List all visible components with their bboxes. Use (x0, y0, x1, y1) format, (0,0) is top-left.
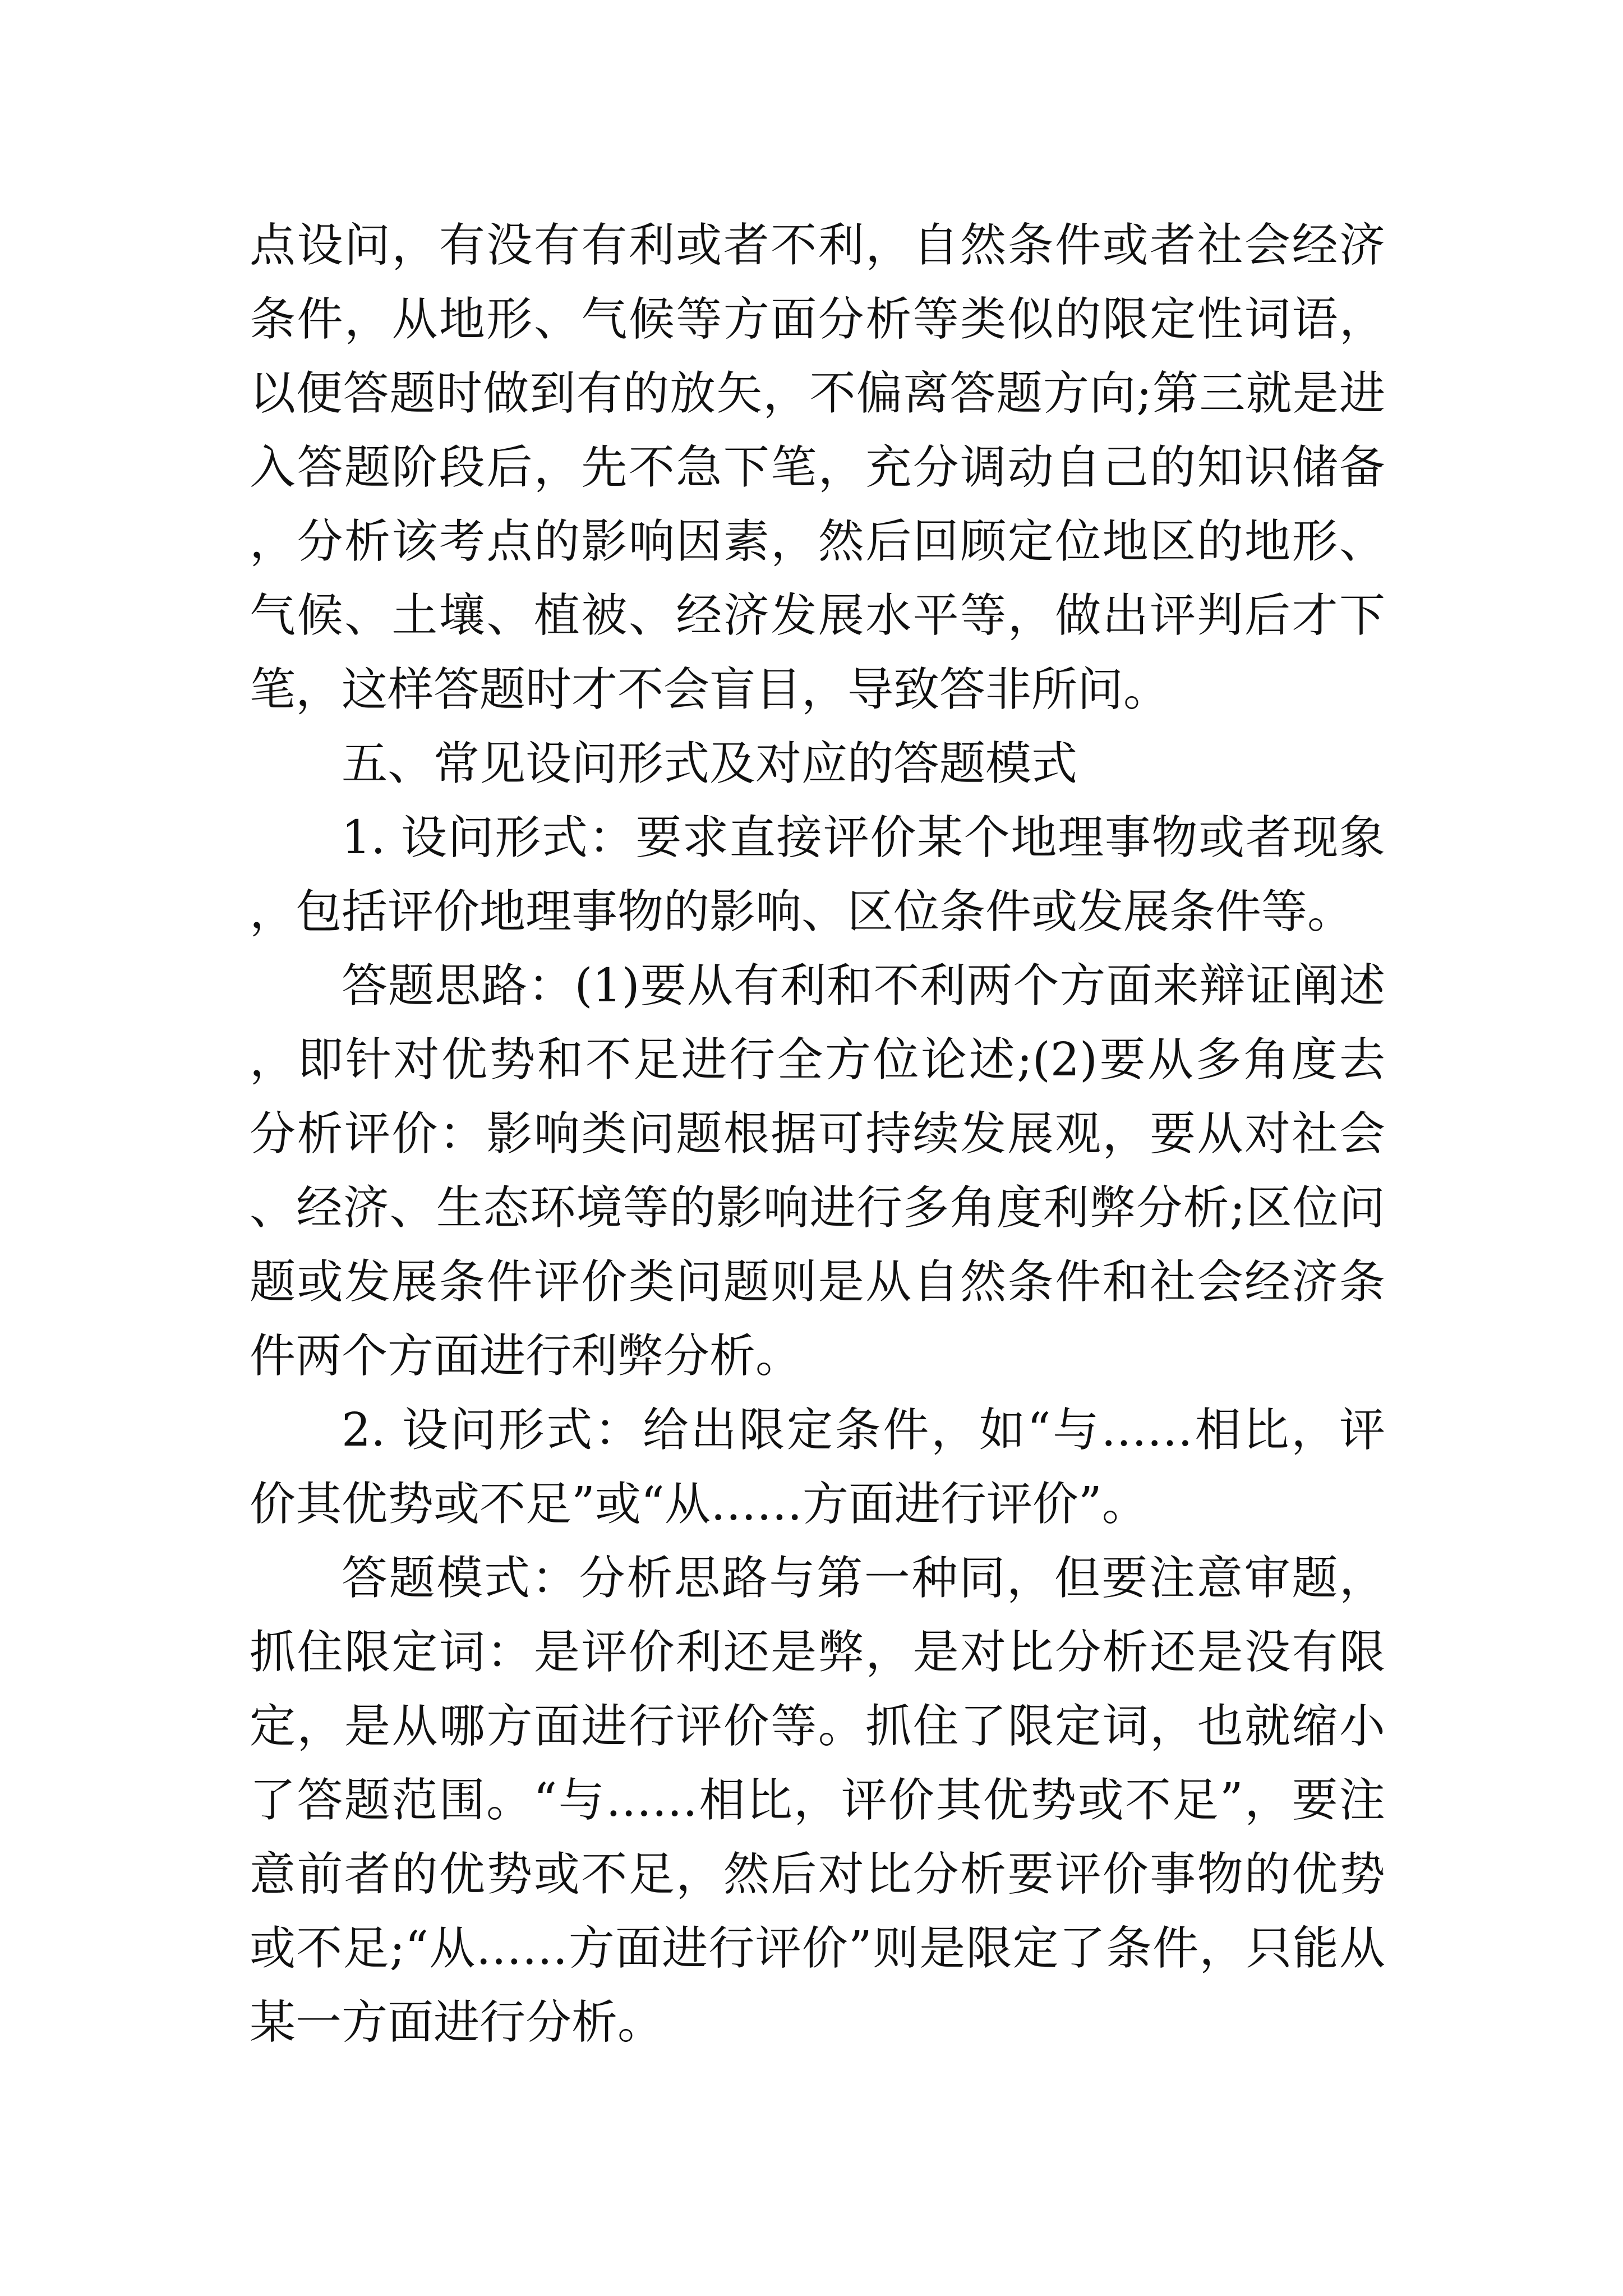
paragraph-question-form-2: 2. 设问形式：给出限定条件，如“与……相比，评价其优势或不足”或“从……方面进行评价”。 (250, 1404, 1385, 1531)
paragraph-question-form-1: 1. 设问形式：要求直接评价某个地理事物或者现象，包括评价地理事物的影响、区位条件或发展条件等。 (250, 811, 1385, 938)
paragraph-answer-mode-2: 答题模式：分析思路与第一种同，但要注意审题，抓住限定词：是评价利还是弊，是对比分析还是没有限定，是从哪方面进行评价等。抓住了限定词，也就缩小了答题范围。“与……相比，评价其优势或不足”，要注意前者的优势或不足，然后对比分析要评价事物的优势或不足;“从……方面进行评价”则是限定了条件，只能从某一方面进行分析。 (250, 1552, 1385, 2049)
body-text (250, 209, 1385, 2060)
paragraph-continued: 点设问，有没有有利或者不利，自然条件或者社会经济条件，从地形、气候等方面分析等类似的限定性词语，以便答题时做到有的放矢，不偏离答题方向;第三就是进入答题阶段后，先不急下笔，充分调动自己的知识储备，分析该考点的影响因素，然后回顾定位地区的地形、气候、土壤、植被、经济发展水平等，做出评判后才下笔，这样答题时才不会盲目，导致答非所问。 (250, 219, 1385, 716)
section-heading: 五、常见设问形式及对应的答题模式 (342, 737, 1078, 790)
paragraph-answer-approach-1: 答题思路：(1)要从有利和不利两个方面来辩证阐述，即针对优势和不足进行全方位论述;(2)要从多角度去分析评价：影响类问题根据可持续发展观，要从对社会、经济、生态环境等的影响进行多角度利弊分析;区位问题或发展条件评价类问题则是从自然条件和社会经济条件两个方面进行利弊分析。 (250, 959, 1385, 1383)
